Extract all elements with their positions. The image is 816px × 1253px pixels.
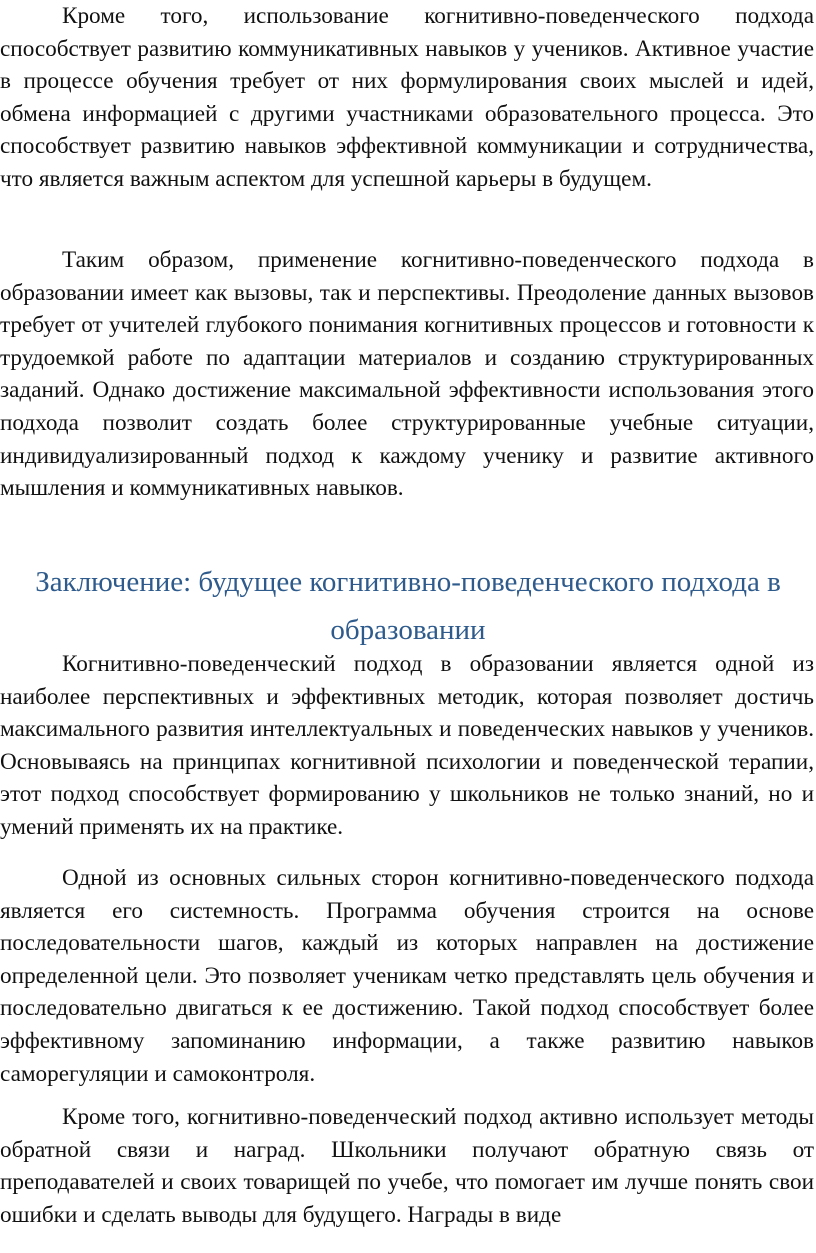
paragraph-feedback-and-rewards: Кроме того, когнитивно-поведенческий подход активно использует методы обратной связи и наград. Школьники получают обратную связь от преподавателей и своих товарищей по учебе, что помогает им лучше понять свои ошибки и сделать выводы для будущего. Награды в виде [0,1104,814,1228]
section-heading-conclusion: Заключение: будущее когнитивно-поведенческого подхода в образовании [35,566,781,646]
paragraph-communication-skills: Кроме того, использование когнитивно-поведенческого подхода способствует развитию коммуникативных навыков у учеников. Активное участие в процессе обучения требует от них формулирования своих мыслей и идей, обмена информацией с другими участниками образовательного процесса. Это способствует развитию навыков эффективной коммуникации и сотрудничества, что является важным аспектом для успешной карьеры в будущем. [0,3,814,192]
paragraph-systematic-approach: Одной из основных сильных сторон когнитивно-поведенческого подхода является его системность. Программа обучения строится на основе последовательности шагов, каждый из которых направлен на достижение определенной цели. Это позволяет ученикам четко представлять цель обучения и последовательно двигаться к ее достижению. Такой подход способствует более эффективному запоминанию информации, а также развитию навыков саморегуляции и самоконтроля. [0,865,814,1087]
paragraph-challenges-and-prospects: Таким образом, применение когнитивно-поведенческого подхода в образовании имеет как вызовы, так и перспективы. Преодоление данных вызовов требует от учителей глубокого понимания когнитивных процессов и готовности к трудоемкой работе по адаптации материалов и созданию структурированных заданий. Однако достижение максимальной эффективности использования этого подхода позволит создать более структурированные учебные ситуации, индивидуализированный подход к каждому ученику и развитие активного мышления и коммуникативных навыков. [0,247,814,502]
paragraph-cbt-approach-overview: Когнитивно-поведенческий подход в образовании является одной из наиболее перспективных и эффективных методик, которая позволяет достичь максимального развития интеллектуальных и поведенческих навыков у учеников. Основываясь на принципах когнитивной психологии и поведенческой терапии, этот подход способствует формированию у школьников не только знаний, но и умений применять их на практике. [0,651,814,840]
